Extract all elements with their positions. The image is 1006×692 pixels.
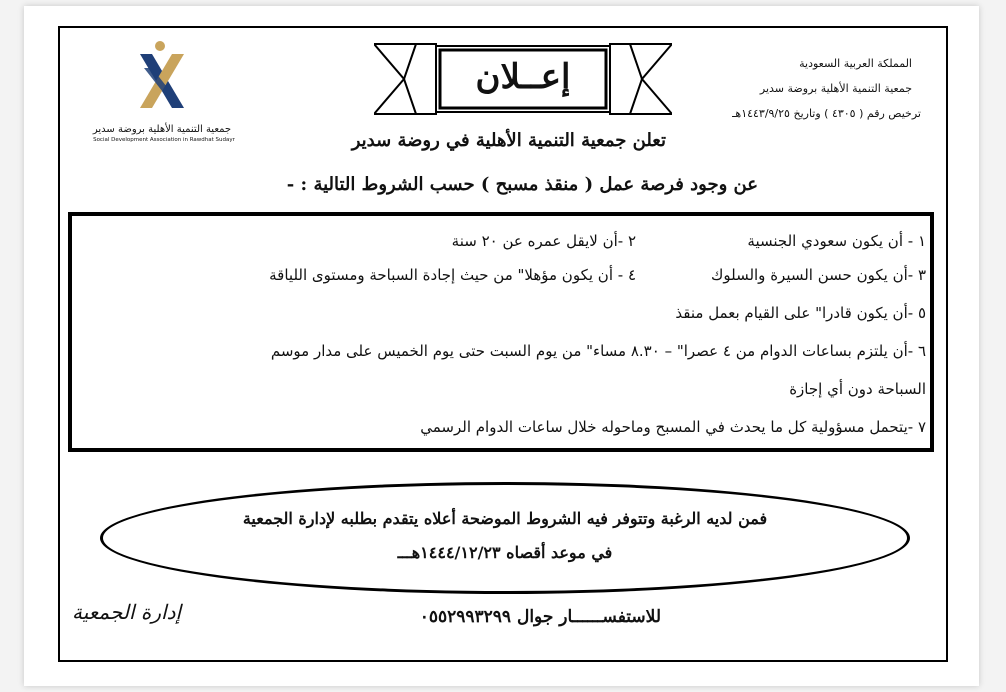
application-notice	[100, 482, 910, 594]
header-license: ترخيص رقم ( ٤٣٠٥ ) وتاريخ ١٤٤٣/٩/٢٥هـ	[732, 107, 921, 120]
notice-deadline: في موعد أقصاه ١٤٤٤/١٢/٢٣هـــ	[397, 543, 613, 562]
condition-4: ٤ - أن يكون مؤهلا" من حيث إجادة السباحة ومستوى اللياقة	[269, 266, 636, 284]
condition-3: ٣ -أن يكون حسن السيرة والسلوك	[710, 266, 926, 284]
title-banner	[374, 42, 672, 116]
announcement-title: إعــلان	[475, 57, 571, 97]
header-kingdom: المملكة العربية السعودية	[799, 57, 912, 70]
condition-5: ٥ -أن يكون قادرا" على القيام بعمل منقذ	[675, 304, 926, 322]
condition-7: ٧ -يتحمل مسؤولية كل ما يحدث في المسبح وماحوله خلال ساعات الدوام الرسمي	[420, 418, 926, 436]
conditions-intro-line: عن وجود فرصة عمل ( منقذ مسبح ) حسب الشروط التالية : -	[286, 174, 758, 195]
condition-6: ٦ -أن يلتزم بساعات الدوام من ٤ عصرا" – ٨.٣٠ مساء" من يوم السبت حتى يوم الخميس على مدار موسم	[270, 342, 926, 360]
signature-administration: إدارة الجمعية	[72, 600, 182, 624]
conditions-box	[68, 212, 934, 452]
logo-name-arabic: جمعية التنمية الأهلية بروضة سدير	[92, 124, 232, 135]
condition-2: ٢ -أن لايقل عمره عن ٢٠ سنة	[451, 232, 636, 250]
logo-mark-icon	[130, 38, 194, 116]
contact-phone: للاستفســــــار جوال ٠٥٥٢٩٩٣٢٩٩	[419, 607, 661, 627]
logo-name-english: Social Development Association in Rawdhat Sudayr	[93, 137, 235, 143]
association-logo	[130, 38, 194, 116]
condition-1: ١ - أن يكون سعودي الجنسية	[747, 232, 926, 250]
condition-6-continued: السباحة دون أي إجازة	[789, 380, 926, 398]
notice-line-1: فمن لديه الرغبة وتتوفر فيه الشروط الموضحة أعلاه يتقدم بطلبه لإدارة الجمعية	[242, 509, 768, 528]
intro-line: تعلن جمعية التنمية الأهلية في روضة سدير	[351, 130, 666, 151]
header-association: جمعية التنمية الأهلية بروضة سدير	[759, 82, 912, 95]
